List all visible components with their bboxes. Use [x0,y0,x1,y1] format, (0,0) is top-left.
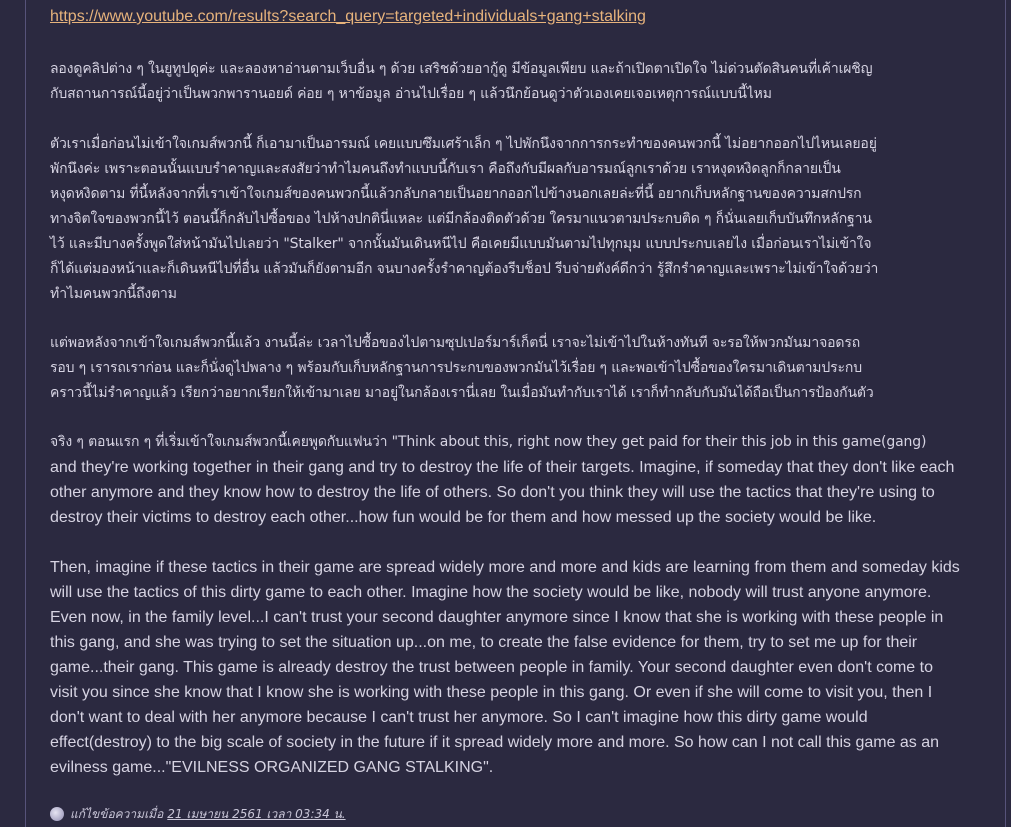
text-line: visit you since she know that I know she is working with these people in this gang. Or even if she will come to visit you, then I [50,684,933,701]
paragraph-5 [50,555,995,780]
text-line: ไว้ และมีบางครั้งพูดใส่หน้ามันไปเลยว่า "Stalker" จากนั้นมันเดินหนีไป คือเคยมีแบบมันตามไปทุกมุม แบบประกบเลยไง เมื่อก่อนเราไม่เข้าใจ [50,236,872,252]
edit-date-link[interactable]: 21 เมษายน 2561 เวลา 03:34 น. [167,806,346,821]
text-line: ก็ได้แต่มองหน้าและก็เดินหนีไปที่อื่น แล้วมันก็ยังตามอีก จนบางครั้งรำคาญต้องรีบช็อป รีบจ่ายตังค์ดีกว่า รู้สึกรำคาญและเพราะไม่เข้าใจด้วยว่า [50,261,879,277]
text-line: แต่พอหลังจากเข้าใจเกมส์พวกนี้แล้ว งานนี้ล่ะ เวลาไปซื้อของไปตามซุปเปอร์มาร์เก็ตนี่ เราจะไม่เข้าไปในห้างทันที จะรอให้พวกมันมาจอดรถ [50,335,861,351]
edit-note-prefix: แก้ไขข้อความเมื่อ [70,806,164,821]
text-line: Then, imagine if these tactics in their game are spread widely more and more and kids are learning from them and someday kids [50,559,960,576]
right-frame-border [1005,0,1006,827]
text-line: Even now, in the family level...I can't trust your second daughter anymore since I know that she is working with these people in [50,609,944,626]
text-line: จริง ๆ ตอนแรก ๆ ที่เริ่มเข้าใจเกมส์พวกนี้เคยพูดกับแฟนว่า "Think about this, right now they get paid for their this job in this game(gang) [50,434,927,450]
edit-avatar-icon [50,807,64,821]
text-line: destroy their victims to destroy each other...how fun would be for them and how messed up the society would be like. [50,509,877,526]
paragraph-1 [50,57,995,107]
text-line: this gang, and she was trying to set the situation up...on me, to create the false evidence for them, try to set me up for their [50,634,918,651]
text-line: ทางจิตใจของพวกนี้ไว้ ตอนนี้ก็กลับไปซื้อของ ไปห้างปกตินี่แหละ แต่มีกล้องติดตัวด้วย ใครมาแนวตามประกบติด ๆ ก็นั่นเลยเก็บบันทึกหลักฐาน [50,211,872,227]
text-line: other anymore and they know how to destroy the life of others. So don't you think they will use the tactics that they're using to [50,484,935,501]
text-line: พักนึงค่ะ เพราะตอนนั้นแบบรำคาญและสงสัยว่าทำไมคนถึงทำแบบนี้กับเรา คือถึงกับมีผลกับอารมณ์ลูกเราด้วย เราหงุดหงิดลูกก็กลายเป็น [50,161,841,177]
paragraph-4-continued [50,455,995,530]
text-line: evilness game..."EVILNESS ORGANIZED GANG STALKING". [50,759,494,776]
text-line: คราวนี้ไม่รำคาญแล้ว เรียกว่าอยากเรียกให้เข้ามาเลย มาอยู่ในกล้องเรานี่เลย ในเมื่อมันทำกับเราได้ เราก็ทำกลับกับมันได้ถือเป็นการป้องกันตัว [50,385,874,401]
text-line: รอบ ๆ เรารถเราก่อน และก็นั่งดูไปพลาง ๆ พร้อมกับเก็บหลักฐานการประกบของพวกมันไว้เรื่อย ๆ และพอเข้าไปซื้อของใครมาเดินตามประกบ [50,360,862,376]
youtube-search-link[interactable]: https://www.youtube.com/results?search_query=targeted+individuals+gang+stalking [50,8,646,25]
text-line: ลองดูคลิปต่าง ๆ ในยูทูปดูค่ะ และลองหาอ่านตามเว็บอื่น ๆ ด้วย เสริชด้วยอากู้ดู มีข้อมูลเพียบ และถ้าเปิดตาเปิดใจ ไม่ด่วนตัดสินคนที่เค้าเผชิญ [50,61,873,77]
text-line: ทำไมคนพวกนี้ถึงตาม [50,286,177,302]
text-line: and they're working together in their gang and try to destroy the life of their targets. Imagine, if someday that they don't like each [50,459,955,476]
paragraph-4 [50,430,995,455]
paragraph-2 [50,132,995,307]
paragraph-3 [50,331,995,406]
text-line: don't want to deal with her anymore because I can't trust her anymore. So I can't imagine how this dirty game would [50,709,868,726]
text-line: หงุดหงิดตาม ที่นี้หลังจากที่เราเข้าใจเกมส์ของคนพวกนี้แล้วกลับกลายเป็นอยากออกไปข้างนอกเลยล่ะที่นี้ อยากเก็บหลักฐานของความสกปรก [50,186,862,202]
edit-note [50,803,346,825]
text-line: ตัวเราเมื่อก่อนไม่เข้าใจเกมส์พวกนี้ ก็เอามาเป็นอารมณ์ เคยแบบซึมเศร้าเล็ก ๆ ไปพักนึงจากการกระทำของคนพวกนี้ ไม่อยากออกไปไหนเลยอยู่ [50,136,877,152]
text-line: game...their gang. This game is already destroy the trust between people in family. Your second daughter even don't come to [50,659,933,676]
left-frame-border [25,0,26,827]
text-line: will use the tactics of this dirty game to each other. Imagine how the society would be like, nobody will trust anyone anymore. [50,584,932,601]
text-line: effect(destroy) to the big scale of society in the future if it spread widely more and more. So how can I not call this game as an [50,734,940,751]
text-line: กับสถานการณ์นี้อยู่ว่าเป็นพวกพารานอยด์ ค่อย ๆ หาข้อมูล อ่านไปเรื่อย ๆ แล้วนึกย้อนดูว่าตัวเองเคยเจอเหตุการณ์แบบนี้ไหม [50,86,772,102]
